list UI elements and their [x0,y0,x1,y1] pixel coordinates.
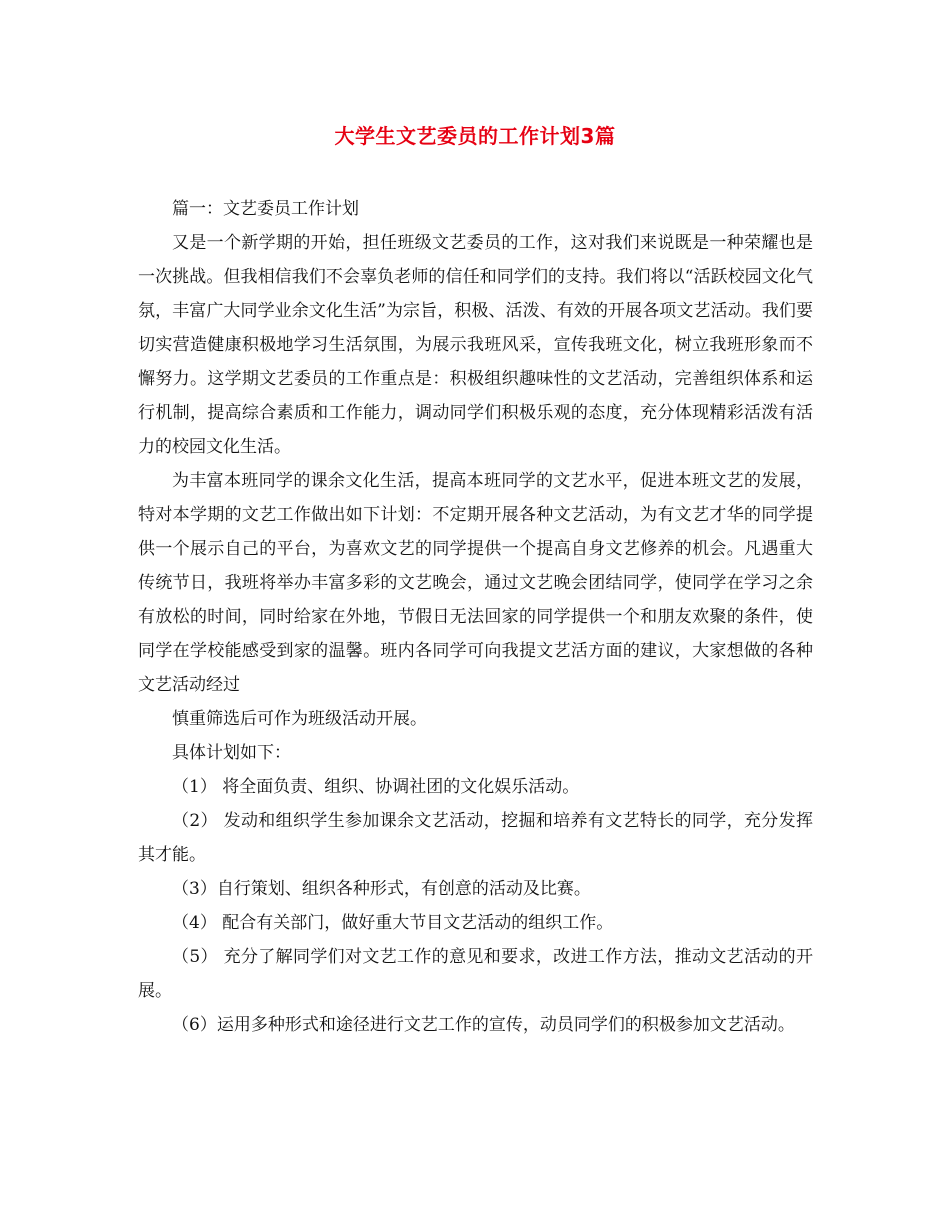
paragraph: 具体计划如下： [172,743,291,763]
plan-item: （6）运用多种形式和途径进行文艺工作的宣传，动员同学们的积极参加文艺活动。 [172,1015,795,1035]
plan-item: （3）自行策划、组织各种形式，有创意的活动及比赛。 [172,879,591,899]
section-heading: 篇一：文艺委员工作计划 [172,199,359,219]
plan-item: （1） 将全面负责、组织、协调社团的文化娱乐活动。 [172,777,580,797]
document-title: 大学生文艺委员的工作计划3篇 [334,124,616,148]
paragraph: 为丰富本班同学的课余文化生活，提高本班同学的文艺水平，促进本班文艺的发展，特对本学期的文艺工作做出如下计划：不定期开展各种文艺活动，为有文艺才华的同学提供一个展示自己的平台，为喜欢文艺的同学提供一个提高自身文艺修养的机会。凡遇重大传统节日，我班将举办丰富多彩的文艺晚会，通过文艺晚会团结同学，使同学在学习之余有放松的时间，同时给家在外地，节假日无法回家的同学提供一个和朋友欢聚的条件，使同学在学校能感受到家的温馨。班内各同学可向我提文艺活方面的建议，大家想做的各种文艺活动经过 [138,471,813,695]
plan-item: （2） 发动和组织学生参加课余文艺活动，挖掘和培养有文艺特长的同学，充分发挥其才能。 [138,811,813,865]
paragraph: 又是一个新学期的开始，担任班级文艺委员的工作，这对我们来说既是一种荣耀也是一次挑战。但我相信我们不会辜负老师的信任和同学们的支持。我们将以“活跃校园文化气氛，丰富广大同学业余文化生活”为宗旨，积极、活泼、有效的开展各项文艺活动。我们要切实营造健康积极地学习生活氛围，为展示我班风采，宣传我班文化，树立我班形象而不懈努力。这学期文艺委员的工作重点是：积极组织趣味性的文艺活动，完善组织体系和运行机制，提高综合素质和工作能力，调动同学们积极乐观的态度，充分体现精彩活泼有活力的校园文化生活。 [138,233,813,457]
plan-item: （5） 充分了解同学们对文艺工作的意见和要求，改进工作方法，推动文艺活动的开展。 [138,947,813,1001]
plan-item: （4） 配合有关部门，做好重大节目文艺活动的组织工作。 [172,913,614,933]
document-body [138,192,813,1042]
paragraph: 慎重筛选后可作为班级活动开展。 [172,709,427,729]
